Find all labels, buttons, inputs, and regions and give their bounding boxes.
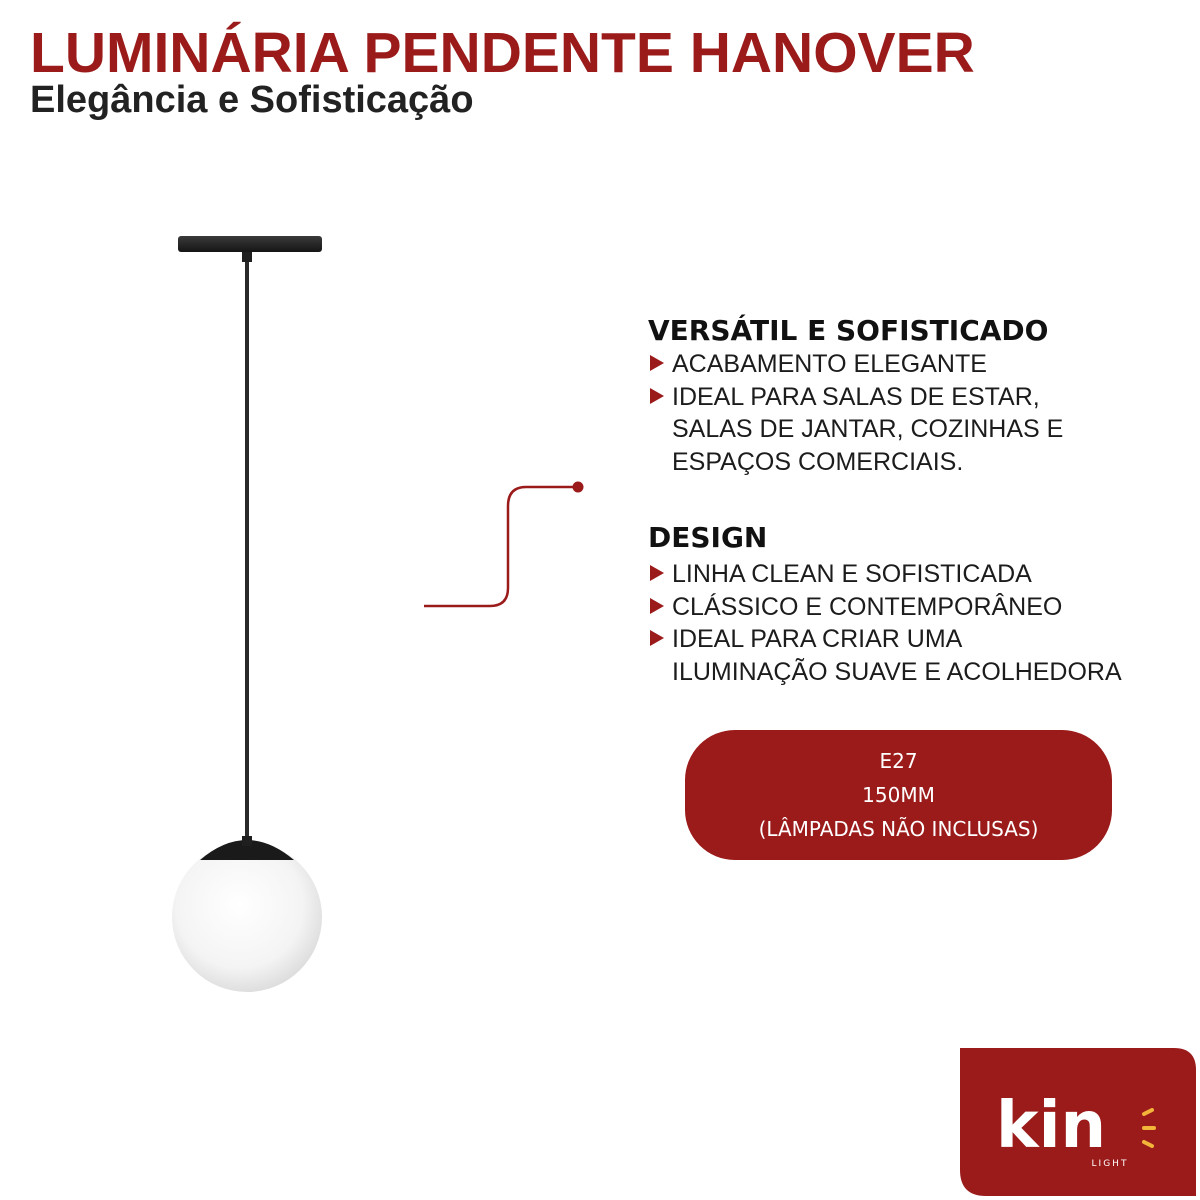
section-heading-versatil: VERSÁTIL E SOFISTICADO [648, 314, 1049, 347]
list-item: CLÁSSICO E CONTEMPORÂNEO [648, 591, 1122, 624]
ceiling-canopy [178, 236, 322, 262]
feature-list-versatil [648, 348, 1063, 478]
arrow-bullet-icon [650, 388, 664, 404]
spec-badge [685, 730, 1112, 860]
pendant-lamp-illustration [150, 220, 350, 1010]
logo-tagline: LIGHT [1091, 1159, 1129, 1169]
spec-diameter: 150MM [862, 783, 935, 807]
feature-list-design [648, 558, 1122, 688]
globe-shade [172, 836, 322, 992]
kin-light-logo [956, 1044, 1200, 1200]
list-item: IDEAL PARA CRIAR UMA ILUMINAÇÃO SUAVE E ACOLHEDORA [648, 623, 1122, 688]
spec-socket: E27 [879, 749, 918, 773]
list-item: IDEAL PARA SALAS DE ESTAR, SALAS DE JANTAR, COZINHAS E ESPAÇOS COMERCIAIS. [648, 381, 1063, 479]
page-title: LUMINÁRIA PENDENTE HANOVER [30, 21, 975, 85]
arrow-bullet-icon [650, 598, 664, 614]
section-heading-design: DESIGN [648, 521, 768, 554]
connector-line [420, 470, 590, 610]
arrow-bullet-icon [650, 565, 664, 581]
arrow-bullet-icon [650, 630, 664, 646]
spec-note: (LÂMPADAS NÃO INCLUSAS) [758, 817, 1039, 841]
list-item: ACABAMENTO ELEGANTE [648, 348, 1063, 381]
page-subtitle: Elegância e Sofisticação [30, 79, 474, 121]
connector-dot [573, 482, 584, 493]
list-item: LINHA CLEAN E SOFISTICADA [648, 558, 1122, 591]
logo-brand: kin [996, 1089, 1107, 1163]
suspension-cord [245, 262, 249, 840]
arrow-bullet-icon [650, 355, 664, 371]
